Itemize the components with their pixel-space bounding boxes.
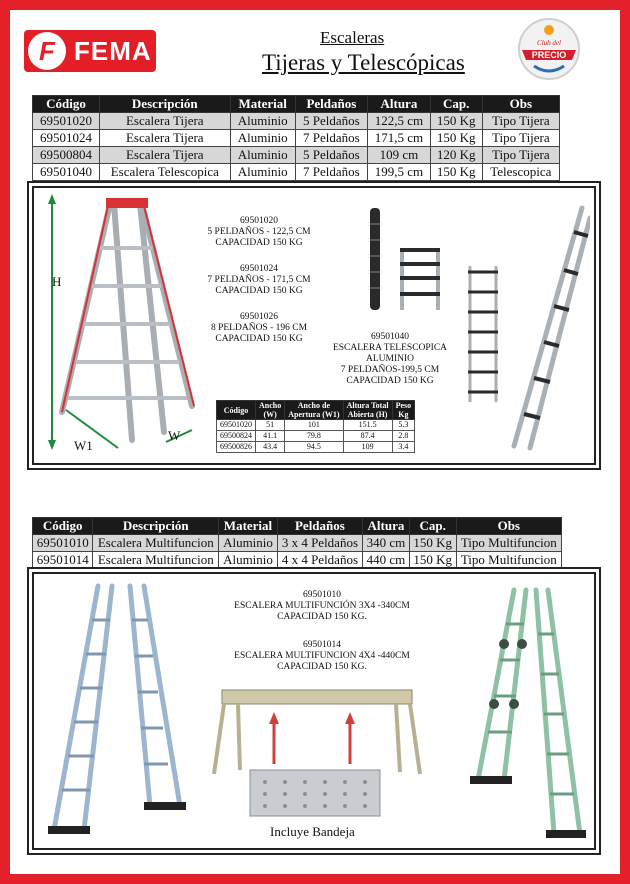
table-cell: 151.5 xyxy=(343,420,392,431)
table-cell: Tipo Tijera xyxy=(482,147,559,164)
logo-mark: F xyxy=(28,32,66,70)
table-cell: 171,5 cm xyxy=(368,130,431,147)
table-cell: Tipo Tijera xyxy=(482,113,559,130)
table2-col-header: Peldaños xyxy=(277,518,362,535)
ladder-illustration-panel-2 xyxy=(32,572,596,850)
table-cell: 5 Peldaños xyxy=(295,147,367,164)
multifunction-ladder-image-left xyxy=(40,580,190,842)
table-cell: 51 xyxy=(256,420,285,431)
table-cell: Aluminio xyxy=(230,147,295,164)
table-cell: 69501020 xyxy=(217,420,256,431)
table2-col-header: Material xyxy=(219,518,278,535)
table-cell: 69500824 xyxy=(217,431,256,442)
badge-top-text: Club del xyxy=(537,39,561,47)
table-cell: Tipo Tijera xyxy=(482,130,559,147)
note-69501020: 69501020 5 PELDAÑOS - 122,5 CM CAPACIDAD 150 KG xyxy=(207,216,311,248)
table-cell: 5 Peldaños xyxy=(295,113,367,130)
scissor-ladder-table xyxy=(32,95,560,181)
dimensions-col-header: Peso Kg xyxy=(392,401,415,420)
table-cell: Escalera Multifuncion xyxy=(93,535,219,552)
table-cell: Escalera Tijera xyxy=(99,130,230,147)
table-cell: Aluminio xyxy=(230,113,295,130)
table-cell: Aluminio xyxy=(230,164,295,181)
dimensions-col-header: Ancho de Apertura (W1) xyxy=(285,401,343,420)
table-cell: 440 cm xyxy=(362,552,409,569)
table-cell: 101 xyxy=(285,420,343,431)
table2-col-header: Cap. xyxy=(409,518,456,535)
table-cell: 3 x 4 Peldaños xyxy=(277,535,362,552)
note-69501014: 69501014 ESCALERA MULTIFUNCION 4X4 -440CM CAPACIDAD 150 KG. xyxy=(234,640,410,672)
note-telescopic: 69501040 ESCALERA TELESCOPICA ALUMINIO 7 PELDAÑOS-199,5 CM CAPACIDAD 150 KG xyxy=(332,332,448,386)
table-cell: 69500826 xyxy=(217,442,256,453)
table-cell: 69501020 xyxy=(33,113,100,130)
table-row xyxy=(33,164,560,181)
table-cell: 199,5 cm xyxy=(368,164,431,181)
table-cell: 150 Kg xyxy=(409,535,456,552)
table2-col-header: Descripción xyxy=(93,518,219,535)
note-69501026: 69501026 8 PELDAÑOS - 196 CM CAPACIDAD 150 KG xyxy=(210,312,308,344)
logo-text: FEMA xyxy=(74,35,152,66)
table-cell: 109 xyxy=(343,442,392,453)
dimensions-col-header: Ancho (W) xyxy=(256,401,285,420)
table-cell: 4 x 4 Peldaños xyxy=(277,552,362,569)
table-cell: 69501040 xyxy=(33,164,100,181)
tray-caption: Incluye Bandeja xyxy=(270,824,355,839)
table-cell: 340 cm xyxy=(362,535,409,552)
table-cell: Tipo Multifuncion xyxy=(456,552,561,569)
dimensions-table xyxy=(216,400,415,453)
section-title: Escaleras xyxy=(320,28,385,47)
table2-col-header: Altura xyxy=(362,518,409,535)
table-cell: Aluminio xyxy=(219,552,278,569)
step-ladder-image xyxy=(40,192,220,458)
table-cell: 150 Kg xyxy=(430,164,482,181)
table-cell: Telescopica xyxy=(482,164,559,181)
page-title: Tijeras y Telescópicas xyxy=(262,50,465,75)
table-cell: Aluminio xyxy=(219,535,278,552)
table-row xyxy=(33,130,560,147)
table-cell: 122,5 cm xyxy=(368,113,431,130)
table-cell: Escalera Multifuncion xyxy=(93,552,219,569)
table-cell: 2.8 xyxy=(392,431,415,442)
table1-col-header: Descripción xyxy=(99,96,230,113)
table-cell: Aluminio xyxy=(230,130,295,147)
fema-logo xyxy=(24,30,156,72)
width-open-label: W1 xyxy=(74,438,93,453)
table-row xyxy=(217,420,415,431)
table-row xyxy=(33,535,562,552)
table-cell: 79.8 xyxy=(285,431,343,442)
table-cell: 150 Kg xyxy=(409,552,456,569)
table-cell: Escalera Tijera xyxy=(99,113,230,130)
table1-col-header: Material xyxy=(230,96,295,113)
width-label: W xyxy=(168,428,181,443)
table-cell: 41.1 xyxy=(256,431,285,442)
table-cell: 3.4 xyxy=(392,442,415,453)
table-cell: 109 cm xyxy=(368,147,431,164)
table-cell: 7 Peldaños xyxy=(295,164,367,181)
table-cell: 150 Kg xyxy=(430,130,482,147)
club-del-precio-badge xyxy=(516,16,582,82)
table-row xyxy=(217,442,415,453)
table-cell: 7 Peldaños xyxy=(295,130,367,147)
table2-col-header: Obs xyxy=(456,518,561,535)
ladder-illustration-panel-1 xyxy=(32,186,596,465)
table1-col-header: Código xyxy=(33,96,100,113)
scaffold-and-tray-image xyxy=(210,684,424,824)
table1-col-header: Cap. xyxy=(430,96,482,113)
height-label: H xyxy=(52,274,62,289)
table-row xyxy=(33,147,560,164)
table-cell: 69501014 xyxy=(33,552,93,569)
table-row xyxy=(33,552,562,569)
table-row xyxy=(217,431,415,442)
table-cell: 43.4 xyxy=(256,442,285,453)
table-cell: Escalera Telescopica xyxy=(99,164,230,181)
multifunction-ladder-image-right xyxy=(458,584,588,842)
table1-col-header: Peldaños xyxy=(295,96,367,113)
table-cell: 69500804 xyxy=(33,147,100,164)
table1-col-header: Altura xyxy=(368,96,431,113)
note-69501010: 69501010 ESCALERA MULTIFUNCIÓN 3X4 -340CM CAPACIDAD 150 KG. xyxy=(234,590,410,622)
badge-word: PRECIO xyxy=(531,50,567,60)
dimensions-col-header: Altura Total Abierta (H) xyxy=(343,401,392,420)
table-cell: 87.4 xyxy=(343,431,392,442)
table-cell: 94.5 xyxy=(285,442,343,453)
table1-col-header: Obs xyxy=(482,96,559,113)
table-cell: Escalera Tijera xyxy=(99,147,230,164)
dimensions-col-header: Código xyxy=(217,401,256,420)
multifunction-ladder-table xyxy=(32,517,562,569)
table-row xyxy=(33,113,560,130)
table-cell: Tipo Multifuncion xyxy=(456,535,561,552)
table-cell: 69501024 xyxy=(33,130,100,147)
table-cell: 69501010 xyxy=(33,535,93,552)
table-cell: 150 Kg xyxy=(430,113,482,130)
table-cell: 120 Kg xyxy=(430,147,482,164)
note-69501024: 69501024 7 PELDAÑOS - 171,5 CM CAPACIDAD 150 KG xyxy=(207,264,311,296)
table2-col-header: Código xyxy=(33,518,93,535)
table-cell: 5.3 xyxy=(392,420,415,431)
